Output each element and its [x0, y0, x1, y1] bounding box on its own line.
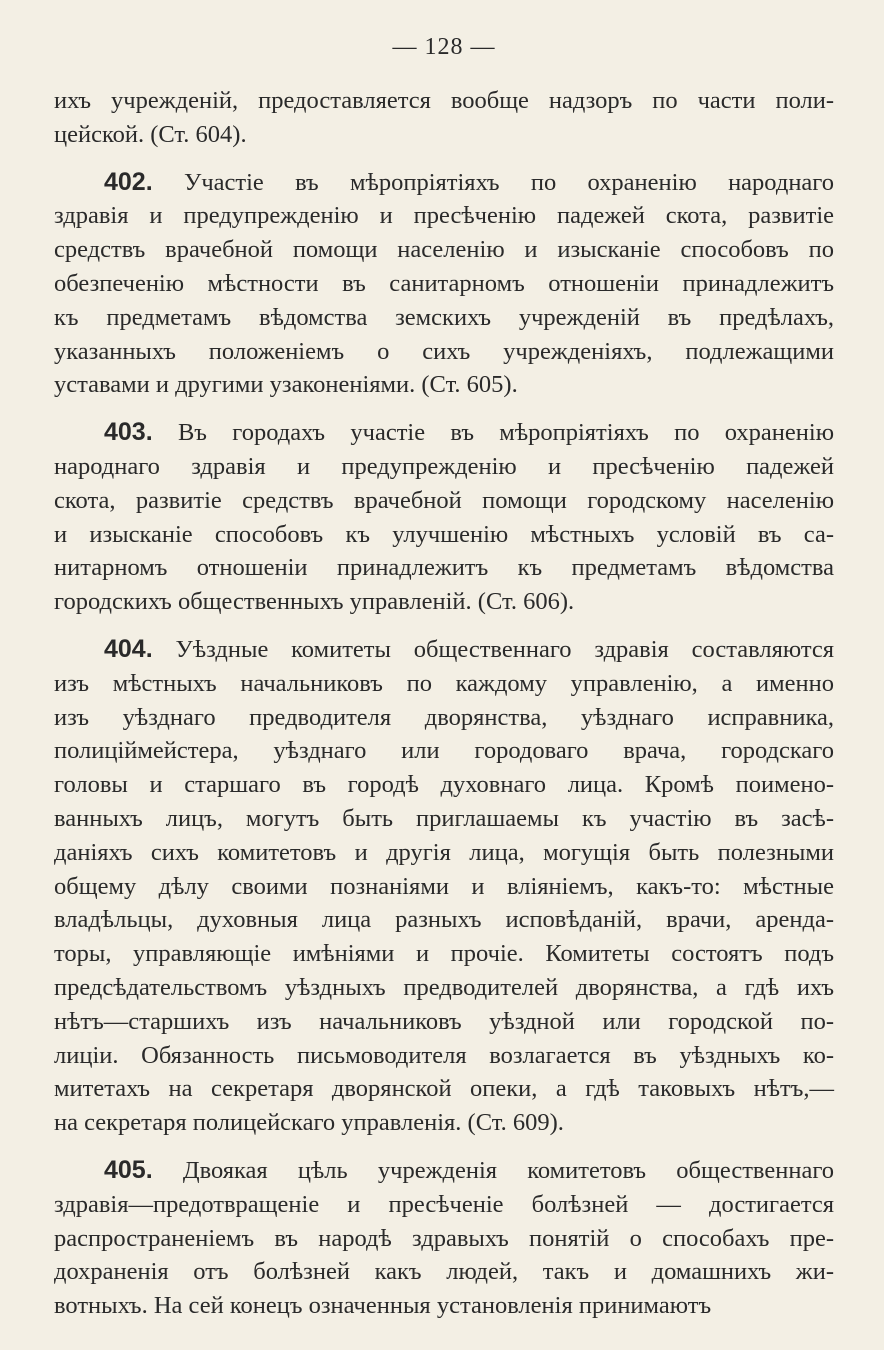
text-line — [54, 551, 834, 585]
line-text: народнаго здравія и предупрежденію и пресѣченію падежей — [54, 452, 834, 480]
text-line — [54, 267, 834, 301]
line-text: цейской. (Ст. 604). — [54, 120, 247, 148]
line-text: нѣтъ—старшихъ изъ начальниковъ уѣздной или городской по- — [54, 1007, 834, 1035]
line-text: здравія и предупрежденію и пресѣченію падежей скота, развитіе — [54, 202, 834, 230]
line-text: на секретаря полицейскаго управленія. (Ст. 609). — [54, 1109, 564, 1137]
line-text: къ предметамъ вѣдомства земскихъ учрежденій въ предѣлахъ, — [54, 303, 834, 331]
text-line — [54, 937, 834, 971]
text-line — [54, 802, 834, 836]
text-line — [54, 518, 834, 552]
text-line — [54, 870, 834, 904]
line-text: митетахъ на секретаря дворянской опеки, а гдѣ таковыхъ нѣтъ,— — [54, 1075, 834, 1103]
article-403 — [54, 416, 834, 619]
line-text: Въ городахъ участіе въ мѣропріятіяхъ по охраненію — [177, 419, 834, 447]
article-number: 404. — [104, 634, 153, 663]
text-line — [54, 1289, 834, 1323]
text-line — [54, 233, 834, 267]
line-text: распространеніемъ въ народѣ здравыхъ понятій о способахъ пре- — [54, 1224, 834, 1252]
line-text: и изысканіе способовъ къ улучшенію мѣстныхъ условій въ са- — [54, 520, 834, 548]
text-line — [54, 416, 834, 450]
article-number: 405. — [104, 1155, 153, 1184]
continued-paragraph — [54, 84, 834, 152]
line-text: торы, управляющіе имѣніями и прочіе. Комитеты состоятъ подъ — [54, 940, 834, 968]
line-text: владѣльцы, духовныя лица разныхъ исповѣданій, врачи, аренда- — [54, 906, 834, 934]
line-text: изъ уѣзднаго предводителя дворянства, уѣзднаго исправника, — [54, 703, 834, 731]
article-402 — [54, 166, 834, 403]
line-text: изъ мѣстныхъ начальниковъ по каждому управленію, а именно — [54, 669, 834, 697]
text-line — [54, 484, 834, 518]
body-text — [54, 84, 834, 1323]
page-number: — 128 — — [392, 34, 496, 60]
line-text: вотныхъ. На сей конецъ означенныя установленія принимаютъ — [54, 1292, 712, 1320]
line-text: Уѣздные комитеты общественнаго здравія составляются — [175, 635, 835, 663]
text-line — [54, 1188, 834, 1222]
article-number: 403. — [104, 418, 153, 447]
line-text: предсѣдательствомъ уѣздныхъ предводителей дворянства, а гдѣ ихъ — [54, 973, 834, 1001]
article-number: 402. — [104, 167, 153, 196]
line-text: обезпеченію мѣстности въ санитарномъ отношеніи принадлежитъ — [54, 269, 834, 297]
text-line — [54, 701, 834, 735]
text-line — [54, 335, 834, 369]
text-line — [54, 667, 834, 701]
line-text: уставами и другими узаконеніями. (Ст. 605). — [54, 371, 518, 399]
text-line — [54, 836, 834, 870]
text-line — [54, 118, 834, 152]
article-405 — [54, 1154, 834, 1323]
line-text: ихъ учрежденій, предоставляется вообще надзоръ по части поли- — [54, 87, 834, 114]
line-text: головы и старшаго въ городѣ духовнаго лица. Кромѣ поимено- — [54, 771, 834, 799]
text-line — [54, 903, 834, 937]
text-line — [54, 1005, 834, 1039]
text-line — [54, 301, 834, 335]
text-line — [54, 1072, 834, 1106]
text-line — [54, 971, 834, 1005]
line-text: скота, развитіе средствъ врачебной помощи городскому населенію — [54, 486, 834, 514]
line-text: средствъ врачебной помощи населенію и изысканіе способовъ по — [54, 236, 834, 264]
article-404 — [54, 633, 834, 1140]
line-text: общему дѣлу своими познаніями и вліяніемъ, какъ-то: мѣстные — [54, 872, 834, 900]
line-text: здравія—предотвращеніе и пресѣченіе болѣзней — достигается — [54, 1190, 834, 1218]
text-line — [54, 166, 834, 200]
text-line — [54, 1222, 834, 1256]
text-line — [54, 368, 834, 402]
line-text: Участіе въ мѣропріятіяхъ по охраненію народнаго — [183, 168, 834, 196]
text-line — [54, 1154, 834, 1188]
line-text: полиціймейстера, уѣзднаго или городоваго врача, городскаго — [54, 737, 834, 765]
text-line — [54, 1255, 834, 1289]
line-text: даніяхъ сихъ комитетовъ и другія лица, могущія быть полезными — [54, 838, 834, 866]
line-text: ванныхъ лицъ, могутъ быть приглашаемы къ участію въ засѣ- — [54, 804, 834, 832]
text-line — [54, 768, 834, 802]
text-line — [54, 84, 834, 118]
text-line — [54, 450, 834, 484]
text-line — [54, 585, 834, 619]
line-text: дохраненія отъ болѣзней какъ людей, такъ и домашнихъ жи- — [54, 1258, 834, 1286]
text-line — [54, 1039, 834, 1073]
line-text: нитарномъ отношеніи принадлежитъ къ предметамъ вѣдомства — [54, 554, 834, 582]
line-text: Двоякая цѣль учрежденія комитетовъ общественнаго — [182, 1156, 835, 1184]
text-line — [54, 1106, 834, 1140]
text-line — [54, 199, 834, 233]
line-text: лиціи. Обязанность письмоводителя возлагается въ уѣздныхъ ко- — [54, 1041, 834, 1069]
text-line — [54, 734, 834, 768]
text-line — [54, 633, 834, 667]
line-text: указанныхъ положеніемъ о сихъ учрежденіяхъ, подлежащими — [54, 337, 834, 365]
line-text: городскихъ общественныхъ управленій. (Ст. 606). — [54, 588, 575, 616]
